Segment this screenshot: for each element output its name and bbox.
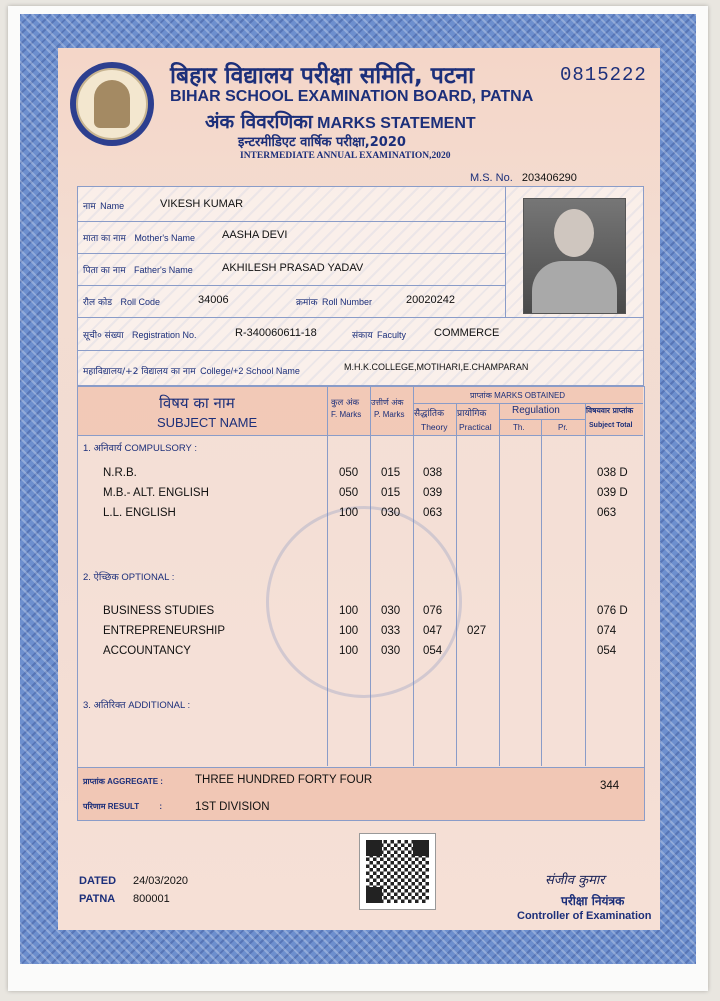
faculty: COMMERCE — [434, 327, 500, 339]
subject-total-header-hi: विषयवार प्राप्तांक — [586, 406, 634, 415]
ms-label: M.S. No. — [470, 172, 513, 184]
pass-marks: 015 — [381, 487, 401, 499]
exam-name-english: INTERMEDIATE ANNUAL EXAMINATION,2020 — [240, 151, 451, 161]
subject-total: 074 — [597, 625, 617, 637]
theory-marks: 038 — [423, 467, 443, 479]
theory-marks: 054 — [423, 645, 443, 657]
pass-marks: 030 — [381, 645, 401, 657]
college-row: महाविद्यालय/+2 विद्यालय का नाम College/+2 School Name — [83, 366, 300, 377]
registration-number: R-340060611-18 — [235, 327, 317, 339]
pass-marks: 030 — [381, 605, 401, 617]
watermark-seal — [266, 506, 462, 698]
roll-number: 20020242 — [406, 294, 455, 306]
title-english: MARKS STATEMENT — [317, 115, 476, 132]
date-value: 24/03/2020 — [133, 875, 189, 887]
pass-marks-header-hi: उत्तीर्ण अंक — [371, 398, 404, 407]
pass-marks: 015 — [381, 467, 401, 479]
section-additional: 3. अतिरिक्त ADDITIONAL : — [83, 700, 191, 711]
subject-name: ACCOUNTANCY — [103, 645, 191, 657]
title-hindi: अंक विवरणिका — [205, 111, 313, 133]
pass-marks: 030 — [381, 507, 401, 519]
full-marks: 100 — [339, 645, 359, 657]
marks-obtained-header: प्राप्तांक MARKS OBTAINED — [470, 391, 566, 400]
roll-code: 34006 — [198, 294, 229, 306]
section-compulsory: 1. अनिवार्य COMPULSORY : — [83, 443, 197, 454]
reg-practical-header: Pr. — [558, 423, 568, 432]
theory-marks: 047 — [423, 625, 443, 637]
subject-total: 039 D — [597, 487, 628, 499]
signature: संजीव कुमार — [545, 873, 605, 888]
practical-header: Practical — [459, 422, 492, 432]
ms-value: 203406290 — [521, 172, 577, 184]
full-marks: 100 — [339, 625, 359, 637]
full-marks-header-hi: कुल अंक — [331, 398, 360, 408]
result-label: परिणाम RESULT : — [83, 802, 163, 811]
board-name-english: BIHAR SCHOOL EXAMINATION BOARD, PATNA — [170, 88, 534, 105]
result-value: 1ST DIVISION — [195, 801, 270, 813]
board-name-hindi: बिहार विद्यालय परीक्षा समिति, पटना — [170, 63, 475, 89]
subject-total: 054 — [597, 645, 617, 657]
subject-name: BUSINESS STUDIES — [103, 605, 215, 617]
theory-header-hi: सैद्धांतिक — [414, 409, 444, 419]
subject-total: 076 D — [597, 605, 628, 617]
full-marks: 100 — [339, 605, 359, 617]
subject-total-header: Subject Total — [589, 422, 633, 429]
subject-name: M.B.- ALT. ENGLISH — [103, 487, 209, 499]
roll-code-row: रौल कोड Roll Code — [83, 297, 161, 308]
registration-row: सूची० संख्या Registration No. — [83, 330, 197, 341]
faculty-row: संकाय Faculty — [352, 330, 407, 341]
place-label: PATNA — [79, 893, 116, 905]
reg-theory-header: Th. — [513, 423, 525, 432]
college-name: M.H.K.COLLEGE,MOTIHARI,E.CHAMPARAN — [344, 362, 529, 372]
qr-code — [359, 833, 436, 910]
exam-name-hindi: इन्टरमीडिएट वार्षिक परीक्षा,2020 — [238, 135, 406, 150]
aggregate-label: प्राप्तांक AGGREGATE : — [83, 777, 163, 786]
subject-header-english: SUBJECT NAME — [157, 415, 258, 430]
student-name: VIKESH KUMAR — [160, 198, 244, 210]
roll-number-row: क्रमांक Roll Number — [296, 297, 373, 308]
full-marks: 050 — [339, 467, 359, 479]
father-row: पिता का नाम Father's Name — [83, 265, 193, 276]
practical-marks: 027 — [467, 625, 487, 637]
full-marks-header: F. Marks — [331, 410, 362, 419]
board-logo — [70, 62, 154, 146]
place-code: 800001 — [133, 893, 170, 905]
regulation-header: Regulation — [512, 405, 560, 416]
father-name: AKHILESH PRASAD YADAV — [222, 262, 364, 274]
pass-marks: 033 — [381, 625, 401, 637]
mother-name: AASHA DEVI — [222, 229, 288, 241]
dated-label: DATED — [79, 875, 117, 887]
subject-header-hindi: विषय का नाम — [159, 394, 235, 412]
document-title — [205, 108, 476, 134]
theory-marks: 063 — [423, 507, 443, 519]
controller-title-english: Controller of Examination — [517, 910, 652, 922]
practical-header-hi: प्रायोगिक — [457, 409, 487, 419]
serial-number: 0815222 — [560, 64, 647, 86]
subject-name: L.L. ENGLISH — [103, 507, 176, 519]
subject-name: N.R.B. — [103, 467, 137, 479]
theory-header: Theory — [421, 422, 448, 432]
section-optional: 2. ऐच्छिक OPTIONAL : — [83, 572, 175, 583]
pass-marks-header: P. Marks — [374, 410, 405, 419]
theory-marks: 076 — [423, 605, 443, 617]
subject-name: ENTREPRENEURSHIP — [103, 625, 226, 637]
aggregate-total: 344 — [600, 780, 620, 792]
name-row: नाम Name — [83, 201, 125, 212]
subject-total: 063 — [597, 507, 617, 519]
full-marks: 100 — [339, 507, 359, 519]
aggregate-words: THREE HUNDRED FORTY FOUR — [195, 774, 373, 786]
photo — [523, 198, 626, 314]
ms-number — [470, 172, 577, 184]
controller-title-hindi: परीक्षा नियंत्रक — [561, 894, 625, 908]
mother-row: माता का नाम Mother's Name — [83, 233, 196, 244]
full-marks: 050 — [339, 487, 359, 499]
subject-total: 038 D — [597, 467, 628, 479]
theory-marks: 039 — [423, 487, 443, 499]
